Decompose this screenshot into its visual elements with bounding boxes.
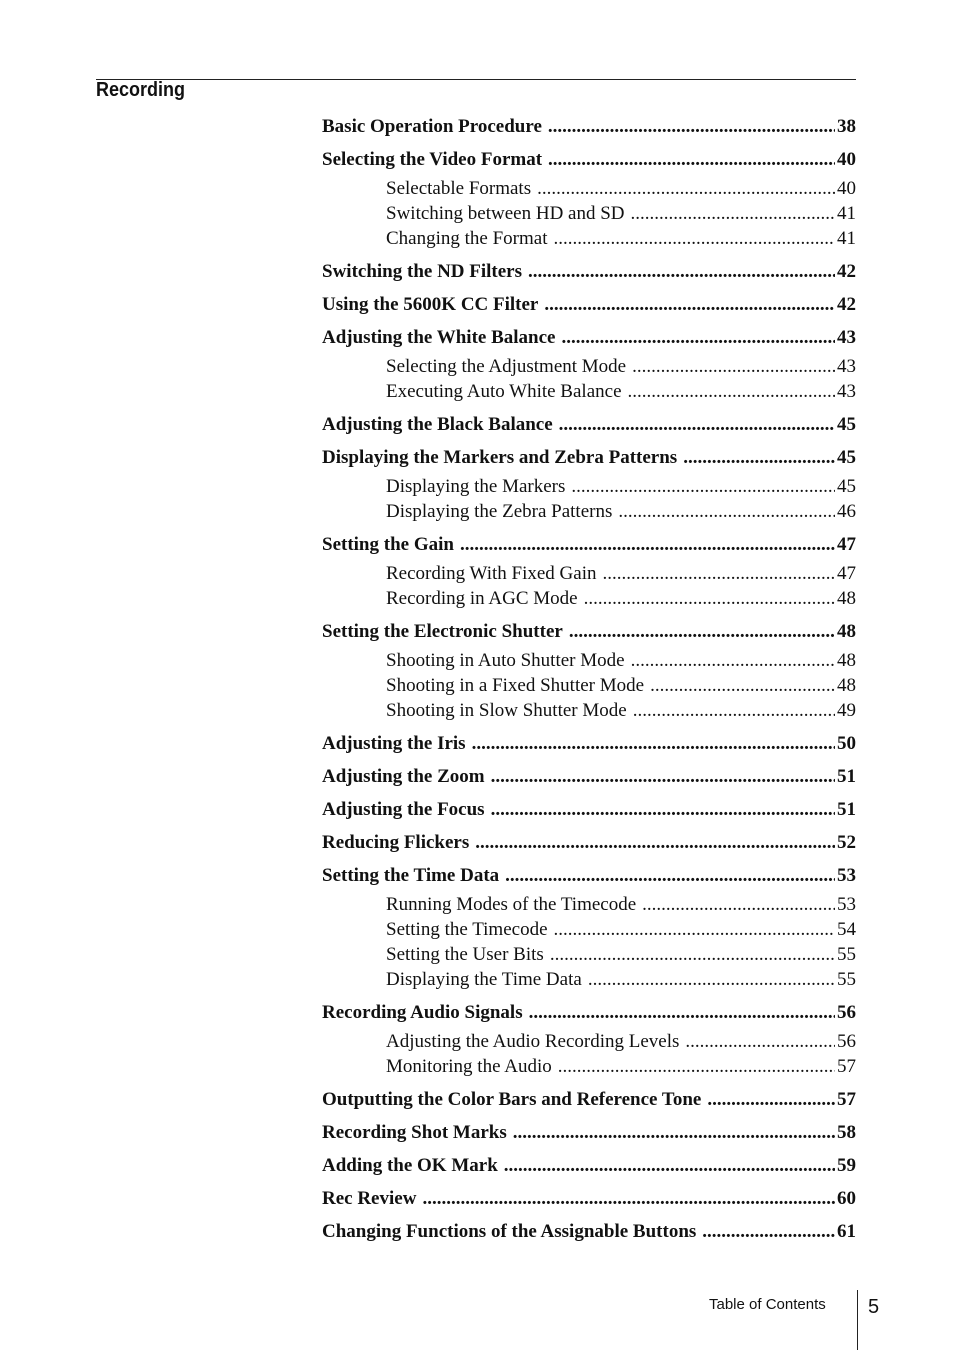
- toc-entry[interactable]: [322, 1000, 856, 1025]
- toc-entry-label: Adjusting the White Balance: [322, 327, 556, 348]
- footer-label: Table of Contents: [709, 1296, 826, 1313]
- toc-subentry[interactable]: [386, 942, 856, 967]
- dot-leader: [569, 619, 835, 644]
- toc-entry-page: 55: [837, 969, 856, 990]
- toc-entry-page: 48: [837, 588, 856, 609]
- toc-entry-page: 51: [837, 766, 856, 787]
- toc-entry-label: Selecting the Adjustment Mode: [386, 356, 627, 377]
- dot-leader: [702, 1219, 835, 1244]
- toc-entry-page: 43: [837, 356, 856, 377]
- toc-entry-page: 57: [837, 1056, 856, 1077]
- toc-entry[interactable]: [322, 325, 856, 350]
- dot-leader: [513, 1120, 835, 1145]
- dot-leader: [631, 201, 835, 226]
- toc-entry-page: 59: [837, 1155, 856, 1176]
- toc-entry-label: Changing Functions of the Assignable Buttons: [322, 1221, 697, 1242]
- toc-entry-label: Basic Operation Procedure: [322, 116, 542, 137]
- dot-leader: [633, 698, 835, 723]
- toc-subentry[interactable]: [386, 176, 856, 201]
- toc-entry-page: 51: [837, 799, 856, 820]
- toc-entry[interactable]: [322, 731, 856, 756]
- toc-entry-label: Switching the ND Filters: [322, 261, 523, 282]
- toc-subentry[interactable]: [386, 499, 856, 524]
- dot-leader: [588, 967, 835, 992]
- toc-entry-label: Changing the Format: [386, 228, 548, 249]
- toc-subentry[interactable]: [386, 967, 856, 992]
- dot-leader: [505, 863, 835, 888]
- toc-subentry[interactable]: [386, 201, 856, 226]
- toc-entry-label: Shooting in Slow Shutter Mode: [386, 700, 627, 721]
- toc-entry[interactable]: [322, 412, 856, 437]
- toc-entry-page: 43: [837, 381, 856, 402]
- page-number: 5: [868, 1296, 880, 1318]
- toc-entry-page: 61: [837, 1221, 856, 1242]
- toc-entry-page: 42: [837, 294, 856, 315]
- dot-leader: [683, 445, 835, 470]
- toc-entry-label: Displaying the Markers and Zebra Patterns: [322, 447, 678, 468]
- toc-subentry[interactable]: [386, 917, 856, 942]
- toc-entry[interactable]: [322, 1120, 856, 1145]
- toc-entry-page: 38: [837, 116, 856, 137]
- toc-subentry[interactable]: [386, 474, 856, 499]
- toc-entry[interactable]: [322, 114, 856, 139]
- toc-entry-page: 45: [837, 476, 856, 497]
- toc-entry-label: Setting the Time Data: [322, 865, 500, 886]
- toc-entry-page: 45: [837, 414, 856, 435]
- dot-leader: [632, 354, 835, 379]
- toc-entry-page: 48: [837, 621, 856, 642]
- toc-entry[interactable]: [322, 1153, 856, 1178]
- dot-leader: [558, 1054, 835, 1079]
- dot-leader: [491, 797, 835, 822]
- toc-subentry[interactable]: [386, 226, 856, 251]
- toc-entry[interactable]: [322, 830, 856, 855]
- dot-leader: [561, 325, 835, 350]
- toc-subentry[interactable]: [386, 892, 856, 917]
- toc-entry-label: Selectable Formats: [386, 178, 532, 199]
- dot-leader: [618, 499, 835, 524]
- toc-entry-page: 40: [837, 149, 856, 170]
- toc-entry-label: Adjusting the Black Balance: [322, 414, 553, 435]
- toc-subentry[interactable]: [386, 698, 856, 723]
- dot-leader: [475, 830, 835, 855]
- toc-entry-label: Setting the User Bits: [386, 944, 544, 965]
- toc-entry-label: Adjusting the Focus: [322, 799, 485, 820]
- dot-leader: [529, 1000, 835, 1025]
- table-of-contents: [322, 114, 856, 1244]
- toc-entry-page: 40: [837, 178, 856, 199]
- toc-entry[interactable]: [322, 1219, 856, 1244]
- toc-entry[interactable]: [322, 292, 856, 317]
- dot-leader: [550, 942, 835, 967]
- toc-entry[interactable]: [322, 1087, 856, 1112]
- toc-entry-page: 60: [837, 1188, 856, 1209]
- dot-leader: [571, 474, 835, 499]
- toc-entry-label: Executing Auto White Balance: [386, 381, 622, 402]
- toc-subentry[interactable]: [386, 561, 856, 586]
- top-rule: [96, 79, 856, 80]
- dot-leader: [460, 532, 835, 557]
- dot-leader: [548, 147, 835, 172]
- toc-entry-label: Recording With Fixed Gain: [386, 563, 597, 584]
- toc-entry-label: Shooting in Auto Shutter Mode: [386, 650, 625, 671]
- dot-leader: [628, 379, 836, 404]
- toc-entry-page: 48: [837, 675, 856, 696]
- toc-entry-page: 58: [837, 1122, 856, 1143]
- dot-leader: [631, 648, 835, 673]
- toc-entry[interactable]: [322, 445, 856, 470]
- toc-entry-label: Setting the Gain: [322, 534, 454, 555]
- toc-entry-page: 56: [837, 1031, 856, 1052]
- toc-entry-page: 56: [837, 1002, 856, 1023]
- toc-entry-page: 53: [837, 865, 856, 886]
- toc-entry-label: Using the 5600K CC Filter: [322, 294, 539, 315]
- toc-entry-page: 53: [837, 894, 856, 915]
- toc-entry-label: Switching between HD and SD: [386, 203, 625, 224]
- toc-entry-label: Monitoring the Audio: [386, 1056, 552, 1077]
- dot-leader: [422, 1186, 835, 1211]
- toc-entry-page: 47: [837, 563, 856, 584]
- toc-entry[interactable]: [322, 764, 856, 789]
- dot-leader: [685, 1029, 835, 1054]
- toc-entry-label: Recording in AGC Mode: [386, 588, 578, 609]
- toc-entry-page: 41: [837, 203, 856, 224]
- dot-leader: [472, 731, 835, 756]
- toc-entry[interactable]: [322, 797, 856, 822]
- toc-entry-label: Adjusting the Iris: [322, 733, 466, 754]
- toc-entry-page: 41: [837, 228, 856, 249]
- dot-leader: [650, 673, 835, 698]
- dot-leader: [553, 226, 835, 251]
- toc-entry-page: 43: [837, 327, 856, 348]
- toc-subentry[interactable]: [386, 1029, 856, 1054]
- toc-entry-label: Setting the Timecode: [386, 919, 548, 940]
- dot-leader: [603, 561, 836, 586]
- dot-leader: [504, 1153, 835, 1178]
- toc-entry[interactable]: [322, 863, 856, 888]
- section-title: Recording: [96, 79, 186, 101]
- toc-entry-page: 54: [837, 919, 856, 940]
- toc-entry-label: Reducing Flickers: [322, 832, 470, 853]
- toc-entry-label: Displaying the Zebra Patterns: [386, 501, 613, 522]
- toc-entry-label: Rec Review: [322, 1188, 417, 1209]
- toc-entry[interactable]: [322, 619, 856, 644]
- toc-entry-label: Adding the OK Mark: [322, 1155, 498, 1176]
- toc-entry-label: Adjusting the Audio Recording Levels: [386, 1031, 680, 1052]
- dot-leader: [707, 1087, 835, 1112]
- toc-entry-label: Displaying the Time Data: [386, 969, 582, 990]
- toc-entry-label: Setting the Electronic Shutter: [322, 621, 563, 642]
- toc-entry-page: 57: [837, 1089, 856, 1110]
- toc-entry-page: 55: [837, 944, 856, 965]
- toc-entry-label: Recording Audio Signals: [322, 1002, 523, 1023]
- toc-entry-page: 48: [837, 650, 856, 671]
- toc-entry-page: 47: [837, 534, 856, 555]
- dot-leader: [554, 917, 836, 942]
- dot-leader: [491, 764, 835, 789]
- toc-subentry[interactable]: [386, 1054, 856, 1079]
- toc-subentry[interactable]: [386, 586, 856, 611]
- toc-entry-label: Running Modes of the Timecode: [386, 894, 637, 915]
- toc-entry-page: 45: [837, 447, 856, 468]
- toc-entry[interactable]: [322, 1186, 856, 1211]
- dot-leader: [528, 259, 835, 284]
- toc-entry-label: Displaying the Markers: [386, 476, 566, 497]
- dot-leader: [537, 176, 835, 201]
- toc-subentry[interactable]: [386, 673, 856, 698]
- toc-subentry[interactable]: [386, 379, 856, 404]
- toc-entry-label: Outputting the Color Bars and Reference Tone: [322, 1089, 702, 1110]
- footer-rule: [857, 1290, 858, 1350]
- dot-leader: [584, 586, 835, 611]
- toc-entry-label: Shooting in a Fixed Shutter Mode: [386, 675, 645, 696]
- toc-entry-page: 46: [837, 501, 856, 522]
- toc-entry-label: Recording Shot Marks: [322, 1122, 507, 1143]
- toc-entry-label: Adjusting the Zoom: [322, 766, 485, 787]
- dot-leader: [642, 892, 835, 917]
- toc-entry-label: Selecting the Video Format: [322, 149, 543, 170]
- toc-entry-page: 52: [837, 832, 856, 853]
- toc-entry-page: 42: [837, 261, 856, 282]
- dot-leader: [559, 412, 835, 437]
- dot-leader: [544, 292, 835, 317]
- toc-entry-page: 49: [837, 700, 856, 721]
- toc-subentry[interactable]: [386, 648, 856, 673]
- toc-entry-page: 50: [837, 733, 856, 754]
- toc-entry[interactable]: [322, 259, 856, 284]
- toc-subentry[interactable]: [386, 354, 856, 379]
- toc-entry[interactable]: [322, 147, 856, 172]
- toc-entry[interactable]: [322, 532, 856, 557]
- dot-leader: [548, 114, 835, 139]
